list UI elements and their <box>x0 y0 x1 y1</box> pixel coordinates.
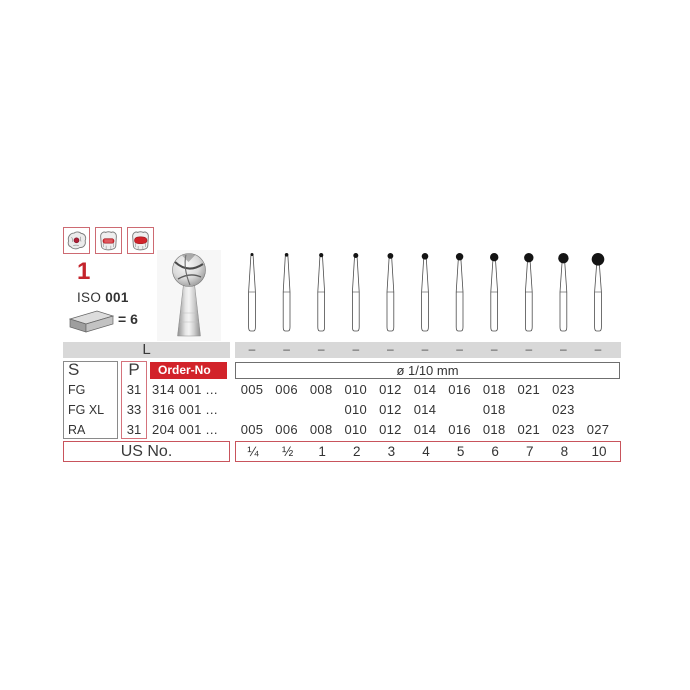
size-cell-fg-023: 023 <box>552 382 575 397</box>
row-pack-fg: 31 <box>126 382 142 397</box>
size-cell-fg-010: 010 <box>344 382 368 397</box>
us-number: 6 <box>491 444 499 459</box>
size-cell-fg-008: 008 <box>309 382 333 397</box>
length-dash: – <box>490 342 498 356</box>
size-cell-fg-012: 012 <box>379 382 402 397</box>
length-dash: – <box>421 342 429 356</box>
us-number: 3 <box>387 444 396 459</box>
row-pack-ra: 31 <box>126 422 142 437</box>
us-no-values-box <box>235 441 621 462</box>
tooth-occlusal-cavity-icon <box>63 227 90 254</box>
row-shank-ra: RA <box>68 423 86 437</box>
size-cell-fg-021: 021 <box>517 382 541 397</box>
diameter-header: ø 1/10 mm <box>235 362 620 379</box>
length-dash: – <box>317 342 325 356</box>
bur-diagram-021 <box>524 253 533 331</box>
tooth-small-cavity-glyph <box>96 228 121 253</box>
us-number: 5 <box>456 444 465 459</box>
size-cell-ra-014: 014 <box>413 422 437 437</box>
size-cell-fgxl-018: 018 <box>482 402 506 417</box>
length-dash: – <box>456 342 463 356</box>
size-cell-ra-018: 018 <box>482 422 506 437</box>
us-no-label-box <box>63 441 230 462</box>
length-dash: – <box>283 342 290 356</box>
tooth-large-cavity-icon <box>127 227 154 254</box>
figure-number: 1 <box>77 258 91 285</box>
us-number: ¼ <box>247 444 259 459</box>
us-number: 8 <box>560 444 569 459</box>
us-number: 4 <box>422 444 430 459</box>
row-pack-fgxl: 33 <box>126 402 142 417</box>
order-no-header: Order-No <box>150 362 227 379</box>
us-number: 10 <box>591 444 607 459</box>
shank-column-header: S <box>68 360 80 379</box>
length-dash: – <box>248 342 256 356</box>
us-number: ½ <box>281 444 294 459</box>
length-dash: – <box>594 342 602 356</box>
bur-diagram-006 <box>283 253 290 331</box>
bur-diagram-008 <box>318 253 325 331</box>
bur-diagram-023 <box>558 253 568 331</box>
us-no-label: US No. <box>120 443 173 460</box>
row-shank-fg: FG <box>68 383 86 397</box>
bur-diagram-005 <box>249 253 256 331</box>
bur-diagram-018 <box>490 253 498 331</box>
row-order-ra: 204 001 ... <box>152 422 218 437</box>
pack-quantity: = 6 <box>118 311 138 327</box>
length-dash: – <box>352 342 360 356</box>
tooth-large-cavity-glyph <box>128 228 153 253</box>
us-number: 1 <box>318 444 326 459</box>
size-cell-ra-027: 027 <box>586 422 610 437</box>
size-cell-ra-010: 010 <box>344 422 368 437</box>
length-dash: – <box>387 342 394 356</box>
iso-label: ISO <box>77 290 102 305</box>
length-row-values-bar <box>235 342 621 358</box>
bur-diagram-027 <box>592 253 605 331</box>
length-dash: – <box>560 342 567 356</box>
size-cell-ra-012: 012 <box>379 422 402 437</box>
size-cell-ra-008: 008 <box>309 422 333 437</box>
size-cell-fg-005: 005 <box>240 382 264 397</box>
length-row-label-bar <box>63 342 230 358</box>
size-cell-ra-023: 023 <box>552 422 575 437</box>
size-cell-fg-006: 006 <box>275 382 298 397</box>
us-number: 2 <box>353 444 361 459</box>
size-cell-fg-016: 016 <box>448 382 471 397</box>
size-cell-ra-021: 021 <box>517 422 541 437</box>
tooth-occlusal-cavity-glyph <box>64 228 89 253</box>
pack-slab-icon <box>66 306 118 335</box>
length-dash: – <box>525 342 533 356</box>
row-order-fgxl: 316 001 ... <box>152 402 218 417</box>
row-order-fg: 314 001 ... <box>152 382 218 397</box>
bur-diagram-012 <box>387 253 394 331</box>
bur-product-photo <box>157 250 221 341</box>
bur-size-diagrams <box>235 248 621 336</box>
size-cell-fgxl-023: 023 <box>552 402 575 417</box>
length-label: L <box>142 341 151 358</box>
size-cell-fgxl-010: 010 <box>344 402 368 417</box>
iso-number <box>77 290 129 305</box>
pack-column-header: P <box>128 360 140 379</box>
size-cell-fg-018: 018 <box>482 382 506 397</box>
size-cell-ra-016: 016 <box>448 422 471 437</box>
size-cell-ra-006: 006 <box>275 422 298 437</box>
bur-diagram-014 <box>422 253 429 331</box>
iso-value: 001 <box>105 290 129 305</box>
bur-diagram-016 <box>456 253 463 331</box>
tooth-small-cavity-icon <box>95 227 122 254</box>
us-number: 7 <box>526 444 534 459</box>
size-cell-fgxl-014: 014 <box>413 402 437 417</box>
size-cell-fg-014: 014 <box>413 382 437 397</box>
size-cell-ra-005: 005 <box>240 422 264 437</box>
size-cell-fgxl-012: 012 <box>379 402 402 417</box>
bur-diagram-010 <box>352 253 359 331</box>
row-shank-fgxl: FG XL <box>68 403 105 417</box>
